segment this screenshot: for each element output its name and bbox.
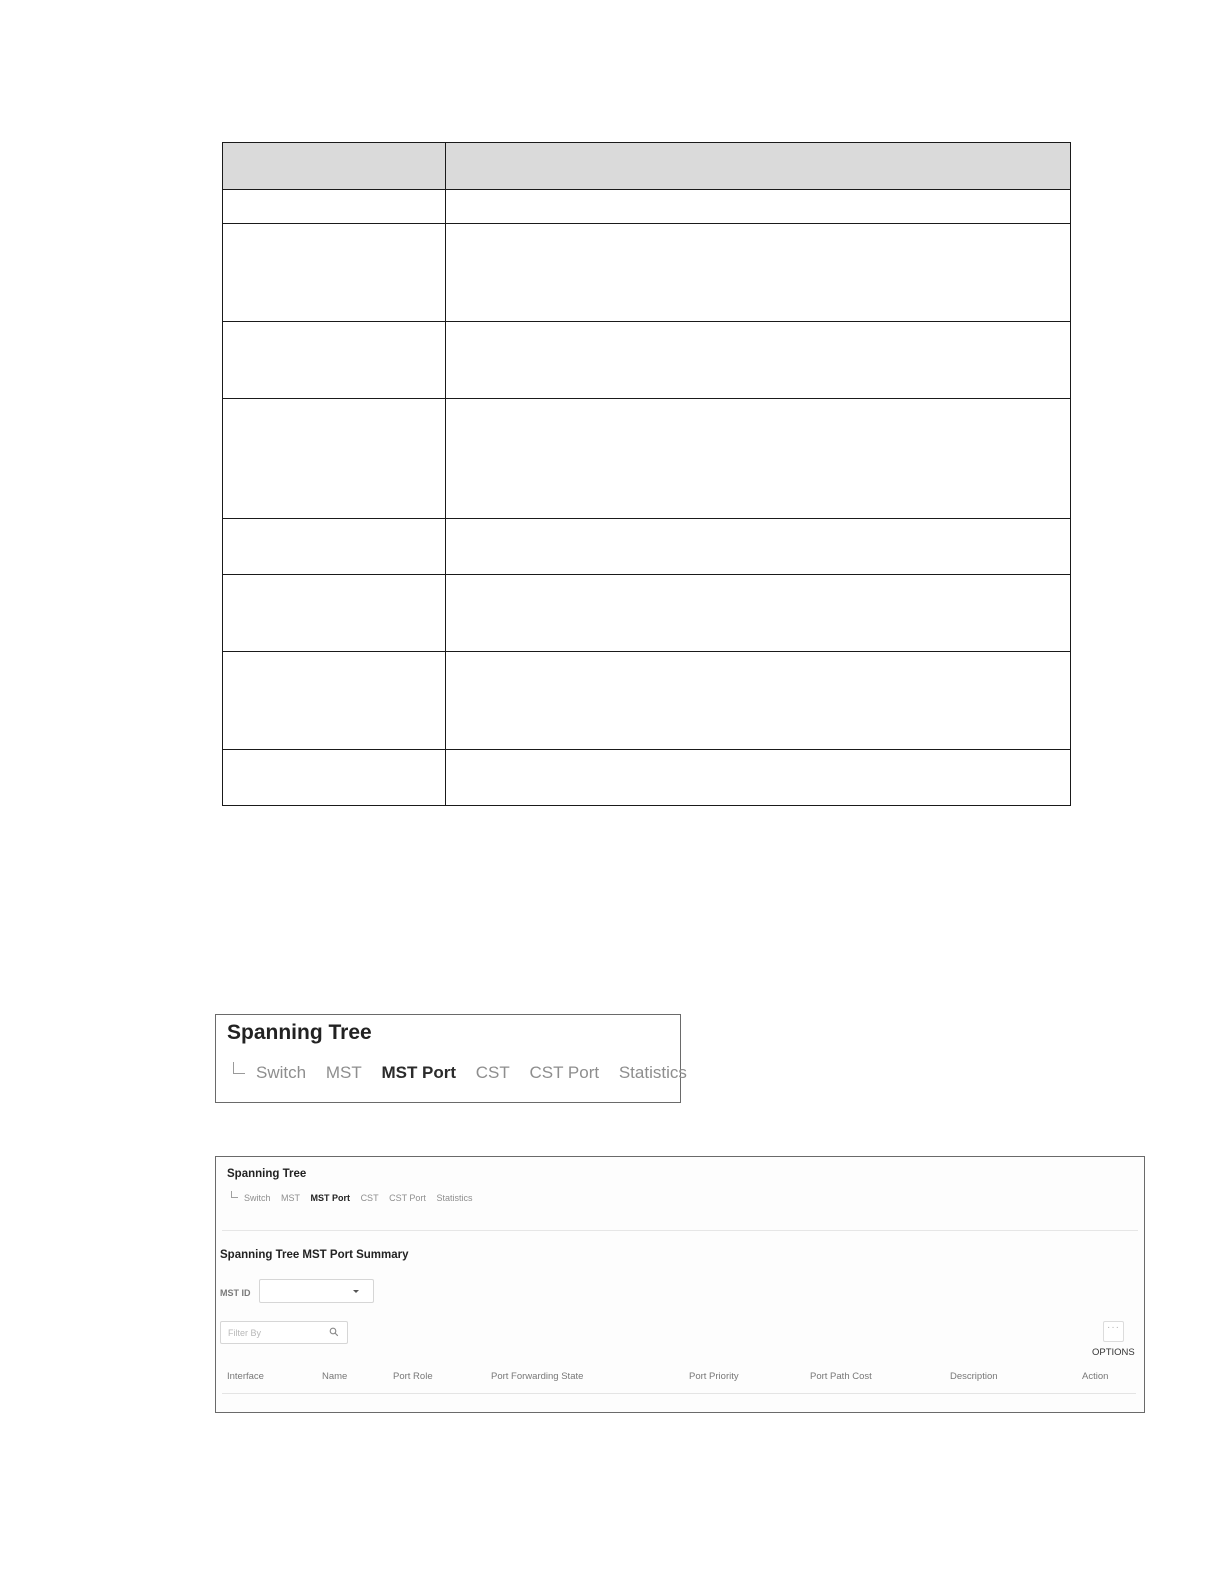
search-icon	[329, 1327, 339, 1337]
column-header-name[interactable]: Name	[322, 1371, 348, 1382]
breadcrumb-item-mst-port[interactable]: MST Port	[310, 1193, 351, 1203]
table-row	[223, 322, 1071, 399]
breadcrumb-item-mst[interactable]: MST	[281, 1193, 301, 1203]
column-header-port-priority[interactable]: Port Priority	[689, 1371, 739, 1382]
field-description-table	[222, 142, 1071, 806]
mst-id-label: MST ID	[220, 1288, 251, 1298]
section-divider	[222, 1230, 1138, 1231]
table-header-divider	[222, 1393, 1136, 1394]
page-title: Spanning Tree	[227, 1168, 307, 1180]
breadcrumb-item-statistics[interactable]: Statistics	[618, 1063, 687, 1082]
mst-port-page-figure	[215, 1156, 1145, 1413]
filter-placeholder: Filter By	[228, 1328, 262, 1338]
table-row	[223, 399, 1071, 519]
column-header-interface[interactable]: Interface	[227, 1371, 264, 1382]
column-header-port-forwarding-state[interactable]: Port Forwarding State	[491, 1371, 584, 1382]
page-title: Spanning Tree	[227, 1021, 372, 1044]
table-row	[223, 519, 1071, 575]
column-header-description[interactable]: Description	[950, 1371, 998, 1382]
breadcrumb-item-cst-port[interactable]: CST Port	[389, 1193, 426, 1203]
mst-id-select[interactable]	[259, 1279, 374, 1303]
breadcrumb-figure	[215, 1014, 687, 1103]
breadcrumb	[244, 1193, 480, 1203]
table-row	[223, 224, 1071, 322]
options-button[interactable]	[1103, 1321, 1124, 1342]
summary-title: Spanning Tree MST Port Summary	[220, 1249, 409, 1261]
breadcrumb	[256, 1063, 687, 1083]
column-header-action[interactable]: Action	[1082, 1371, 1109, 1382]
column-header-port-path-cost[interactable]: Port Path Cost	[810, 1371, 872, 1382]
breadcrumb-item-statistics[interactable]: Statistics	[436, 1193, 473, 1203]
chevron-down-icon	[353, 1290, 359, 1293]
column-header-port-role[interactable]: Port Role	[393, 1371, 433, 1382]
tree-elbow-icon	[233, 1062, 245, 1074]
breadcrumb-item-cst[interactable]: CST	[475, 1063, 510, 1082]
table-header-row	[223, 143, 1071, 190]
tree-elbow-icon	[231, 1191, 238, 1198]
table-row	[223, 750, 1071, 806]
breadcrumb-item-cst[interactable]: CST	[360, 1193, 379, 1203]
breadcrumb-item-cst-port[interactable]: CST Port	[529, 1063, 600, 1082]
breadcrumb-item-switch[interactable]: Switch	[244, 1193, 271, 1203]
table-row	[223, 575, 1071, 652]
table-row	[223, 652, 1071, 750]
more-icon: ···	[1107, 1322, 1120, 1333]
breadcrumb-item-mst-port[interactable]: MST Port	[381, 1063, 457, 1082]
table-row	[223, 190, 1071, 224]
breadcrumb-item-mst[interactable]: MST	[325, 1063, 362, 1082]
breadcrumb-item-switch[interactable]: Switch	[256, 1063, 307, 1082]
filter-input[interactable]	[220, 1321, 348, 1344]
options-label[interactable]: OPTIONS	[1092, 1347, 1135, 1358]
